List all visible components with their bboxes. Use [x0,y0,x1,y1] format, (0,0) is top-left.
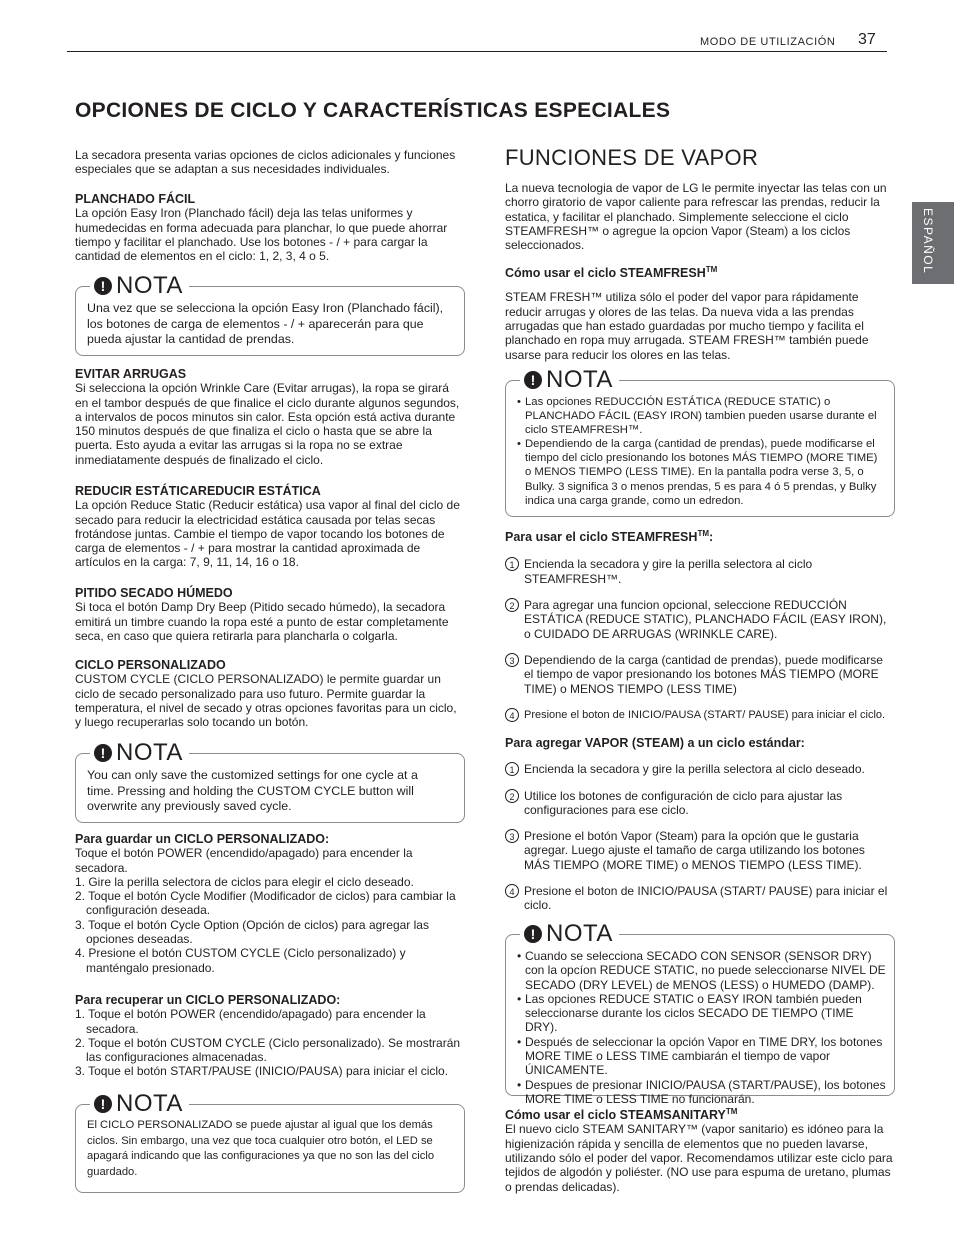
warning-icon: ! [524,925,542,943]
step-number-icon: 3 [505,829,519,843]
step-number-icon: 1 [505,762,519,776]
warning-icon: ! [94,1095,112,1113]
list-item: • Cuando se selecciona SECADO CON SENSOR (SENSOR DRY) con la opcíon REDUCE STATIC, no puede seleccionarse NIVEL DE SECADO (DRY LEVEL) de MENOS (LESS) o HUMEDO (DAMP). [517,949,886,992]
list-item: 1. Gire la perilla selectora de ciclos para elegir el ciclo deseado. [75,874,414,889]
save-heading: Para guardar un CICLO PERSONALIZADO: [75,832,330,846]
warning-icon: ! [94,277,112,295]
beep-heading: PITIDO SECADO HÚMEDO [75,586,233,600]
intro-text: La secadora presenta varias opciones de ciclos adicionales y funciones especiales que se adaptan a sus necesidades individuales. [75,148,456,177]
note-header [520,367,619,393]
list-item: 3. Toque el botón Cycle Option (Opción de ciclos) para agregar las opciones deseadas. [75,917,429,947]
vapor-intro [505,181,893,252]
note-header [520,921,619,947]
easy-iron-text: La opción Easy Iron (Planchado fácil) deja las telas uniformes y humedecidas en forma adecuada para planchar, lo que puede ahorrar tiempo y facilitar el planchado. Use los botones - / + para cargar la cantidad de elementos en el ciclo: 1, 2, 3, 4 o 5. [75,206,448,264]
list-item: 3. Toque el botón START/PAUSE (INICIO/PAUSA) para iniciar el ciclo. [75,1064,449,1079]
custom-heading: CICLO PERSONALIZADO [75,658,226,672]
static-text: La opción Reduce Static (Reducir estática) usa vapor al final del ciclo de secado para reducir la electricidad estática causada por telas secas frotándose juntas. Cambie el tiempo de vapor tocando los botones de carga de elementos - / + para mostrar la cantidad aproximada de artículos en la carga: 7, 9, 11, 14, 16 o 18. [75,498,460,570]
steamfresh-heading: Cómo usar el ciclo STEAMFRESH™ [505,265,718,281]
note-label: NOTA [116,272,183,299]
step-number-icon: 4 [505,708,519,722]
custom-section [75,658,465,729]
note-box [75,739,465,823]
note-label: NOTA [546,366,613,393]
recall-heading: Para recuperar un CICLO PERSONALIZADO: [75,993,341,1007]
page-title: OPCIONES DE CICLO Y CARACTERÍSTICAS ESPECIALES [75,99,671,122]
save-section [75,832,467,975]
steamfresh-section [505,263,893,362]
use-steamfresh-section [505,527,893,722]
list-item: 4 Presione el boton de INICIO/PAUSA (START/ PAUSE) para iniciar el ciclo. [505,884,893,913]
list-item: • Después de seleccionar la opción Vapor en TIME DRY, los botones MORE TIME o LESS TIME cambiarán el tiempo de vapor ÚNICAMENTE. [517,1035,886,1078]
list-item: • Dependiendo de la carga (cantidad de prendas), puede modificarse el tiempo del ciclo presionando los botones MÁS TIEMPO (MORE TIME) o MENOS TIEMPO (LESS TIME). En la pantalla podra verse 3, 5, o Bulky. 3 significa 3 o menos prendas, 5 es para 4 ó 5 prendas, y Bulky indica una carga grande, como un edredon. [517,437,884,507]
steamsanitary-heading: Cómo usar el ciclo STEAMSANITARY™ [505,1107,738,1123]
list-item: 4 Presione el boton de INICIO/PAUSA (START/ PAUSE) para iniciar el ciclo. [505,708,893,722]
note-text: You can only save the customized settings for one cycle at a time. Pressing and holding the CUSTOM CYCLE button will overwrite any previously saved cycle. [87,768,418,813]
custom-text: CUSTOM CYCLE (CICLO PERSONALIZADO) le permite guardar un ciclo de secado personalizado para uso futuro. Permite guardar la temperatura, el nivel de secado y otras opciones favoritas para un ciclo, y luego recuperarlas solo tocando un botón. [75,672,457,730]
recall-section [75,993,467,1079]
step-number-icon: 2 [505,789,519,803]
note-label: NOTA [116,739,183,766]
note-header [90,740,189,766]
easy-iron-section [75,192,465,263]
note-label: NOTA [546,920,613,947]
warning-icon: ! [94,744,112,762]
warning-icon: ! [524,371,542,389]
easy-iron-heading: PLANCHADO FÁCIL [75,192,196,206]
wrinkle-section [75,367,465,467]
static-section [75,484,467,570]
step-number-icon: 4 [505,884,519,898]
steamfresh-text: STEAM FRESH™ utiliza sólo el poder del vapor para rápidamente reducir arrugas y olores de las telas. Da nueva vida a las prendas arrugadas que han estado guardadas por mucho tiempo y facilita el planchado en ropa muy arrugada. STEAM FRESH™ también puede usarse para reducir los olores en las telas. [505,290,869,362]
step-number-icon: 1 [505,557,519,571]
note-box [75,1090,465,1193]
list-item: 1. Toque el botón POWER (encendido/apagado) para encender la secadora. [75,1007,426,1036]
wrinkle-text: Si selecciona la opción Wrinkle Care (Evitar arrugas), la ropa se girará en el tambor después de que finalice el ciclo durante algunos segundos, a intervalos de pocos minutos sin calor. Esta opción está activa durante 150 minutos después de que finaliza el ciclo o hasta que se abre la puerta. Esto ayuda a evitar las arrugas si la ropa no se extrae inmediatamente después de finalizado el ciclo. [75,381,460,467]
list-item: 3 Presione el botón Vapor (Steam) para la opción que le gustaria agregar. Luego ajuste el tamaño de carga utilizando los botones MÁS TIEMPO (MORE TIME) o MENOS TIEMPO (LESS TIME). [505,829,893,872]
list-item: 1 Encienda la secadora y gire la perilla selectora al ciclo STEAMFRESH™. [505,557,893,586]
language-tab [912,202,954,284]
header-rule [67,51,887,52]
list-item: 2 Utilice los botones de configuración de ciclo para ajustar las configuraciones para ese ciclo. [505,789,893,818]
list-item: 2 Para agregar una funcion opcional, seleccione REDUCCIÓN ESTÁTICA (REDUCE STATIC), PLANCHADO FÁCIL (EASY IRON), o CUIDADO DE ARRUGAS (WRINKLE CARE). [505,598,893,641]
header-section-label: MODO DE UTILIZACIÓN [700,36,836,48]
step-number-icon: 3 [505,653,519,667]
save-steps [75,875,467,975]
language-tab-label: ESPAÑOL [921,208,935,275]
note-list [517,395,884,508]
add-steam-heading: Para agregar VAPOR (STEAM) a un ciclo estándar: [505,736,805,750]
list-item: 1 Encienda la secadora y gire la perilla selectora al ciclo deseado. [505,762,893,776]
recall-steps [75,1007,467,1078]
use-steamfresh-heading: Para usar el ciclo STEAMFRESH™: [505,529,714,545]
wrinkle-heading: EVITAR ARRUGAS [75,367,187,381]
beep-section [75,586,467,643]
list-item: • Las opciones REDUCE STATIC o EASY IRON también pueden seleccionarse durante los ciclos SECADO DE TIEMPO (TIME DRY). [517,992,886,1035]
save-intro: Toque el botón POWER (encendido/apagado) para encender la secadora. [75,846,413,875]
list-item: 4. Presione el botón CUSTOM CYCLE (Ciclo personalizado) y manténgalo presionado. [75,946,406,975]
add-steam-section [505,736,893,913]
note-box [505,366,895,517]
list-item: 2. Toque el botón Cycle Modifier (Modificador de ciclos) para cambiar la configuración deseada. [75,889,456,918]
list-item: • Despues de presionar INICIO/PAUSA (START/PAUSE), los botones MORE TIME o LESS TIME no funcionarán. [517,1078,886,1107]
steamsanitary-section [505,1105,893,1194]
list-item: 3 Dependiendo de la carga (cantidad de prendas), puede modificarse el tiempo de vapor presionando los botones MÁS TIEMPO (MORE TIME) o MENOS TIEMPO (LESS TIME) [505,653,893,696]
note-text: El CICLO PERSONALIZADO se puede ajustar al igual que los demás ciclos. Sin embargo, una vez que toca cualquier otro botón, el LED se apagará indicando que las configuraciones ya que no son las del ciclo guardado. [87,1119,435,1179]
note-box [75,272,465,356]
step-number-icon: 2 [505,598,519,612]
list-item: 2. Toque el botón CUSTOM CYCLE (Ciclo personalizado). Se mostrarán las configuraciones almacenadas. [75,1035,461,1065]
note-box [505,920,895,1106]
static-heading: REDUCIR ESTÁTICAREDUCIR ESTÁTICA [75,484,321,498]
note-header [90,1091,189,1117]
note-text: Una vez que se selecciona la opción Easy Iron (Planchado fácil), los botones de carga de elementos - / + aparecerán para que pueda ajustar la cantidad de prendas. [87,301,444,346]
note-label: NOTA [116,1090,183,1117]
section-title: FUNCIONES DE VAPOR [505,145,759,170]
note-list [517,949,886,1106]
vapor-intro-text: La nueva tecnologia de vapor de LG le permite inyectar las telas con un chorro giratorio de vapor caliente para refrescar las prendas, reducir la estatica, y facilitar el planchado. Simplemente seleccione el ciclo STEAMFRESH™ o agregue la opcion Vapor (Steam) a los ciclos seleccionados. [505,181,887,253]
page-number: 37 [858,31,876,48]
beep-text: Si toca el botón Damp Dry Beep (Pitido secado húmedo), la secadora emitirá un timbre cuando la ropa esté a punto de estar completamente seca, en caso que quiera retirarla para plancharla o colgarla. [75,600,449,643]
left-intro [75,148,465,177]
steamsanitary-text: El nuevo ciclo STEAM SANITARY™ (vapor sanitario) es idóneo para la higienización rápida y sencilla de elementos que no pueden lavarse, utilizando sólo el poder del vapor. Recomendamos utilizar este ciclo para tejidos de algodón y poliéster. (NO use para espuma de uretano, plumas o prendas delicadas). [505,1122,893,1194]
list-item: • Las opciones REDUCCIÓN ESTÁTICA (REDUCE STATIC) o PLANCHADO FÁCIL (EASY IRON) tambien pueden usarse durante el ciclo STEAMFRESH™. [517,395,884,437]
note-header [90,273,189,299]
